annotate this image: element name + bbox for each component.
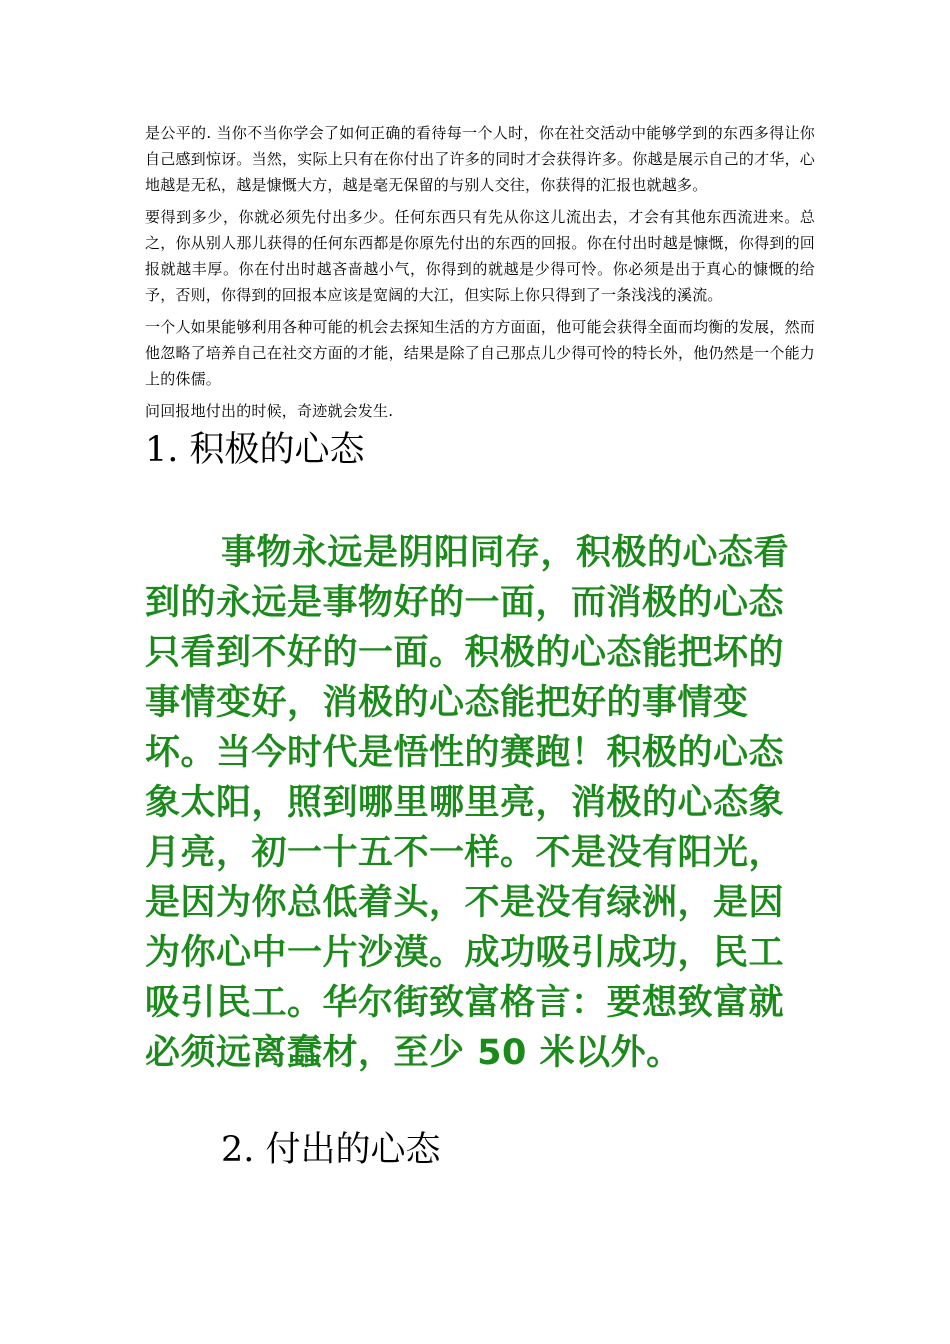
section-heading-positive-mindset: 1. 积极的心态 (145, 430, 365, 470)
paragraph-1: 是公平的. 当你不当你学会了如何正确的看待每一个人时，你在社交活动中能够学到的东西多得让你自己感到惊讶。当然，实际上只有在你付出了许多的同时才会获得许多。你越是展示自己的才华，心地越是无私，越是慷慨大方，越是毫无保留的与别人交往，你获得的汇报也就越多。 (145, 124, 815, 194)
page-content (145, 120, 815, 1176)
paragraph-4: 问回报地付出的时候，奇迹就会发生. (145, 402, 394, 420)
highlighted-paragraph: 事物永远是阴阳同存，积极的心态看到的永远是事物好的一面，而消极的心态只看到不好的一面。积极的心态能把坏的事情变好，消极的心态能把好的事情变坏。当今时代是悟性的赛跑！积极的心态象太阳，照到哪里哪里亮，消极的心态象月亮，初一十五不一样。不是没有阳光，是因为你总低着头，不是没有绿洲，是因为你心中一片沙漠。成功吸引成功，民工吸引民工。华尔街致富格言：要想致富就必须远离蠢材，至少 50 米以外。 (145, 533, 790, 1073)
paragraph-3: 一个人如果能够利用各种可能的机会去探知生活的方方面面，他可能会获得全面而均衡的发展，然而他忽略了培养自己在社交方面的才能，结果是除了自己那点儿少得可怜的特长外，他仍然是一个能力上的侏儒。 (145, 318, 815, 388)
paragraph-2: 要得到多少，你就必须先付出多少。任何东西只有先从你这儿流出去，才会有其他东西流进来。总之，你从别人那儿获得的任何东西都是你原先付出的东西的回报。你在付出时越是慷慨，你得到的回报就越丰厚。你在付出时越吝啬越小气，你得到的就越是少得可怜。你必须是出于真心的慷慨的给予，否则，你得到的回报本应该是宽阔的大江，但实际上你只得到了一条浅浅的溪流。 (145, 208, 815, 304)
section-heading-giving-mindset: 2. 付出的心态 (221, 1130, 441, 1170)
